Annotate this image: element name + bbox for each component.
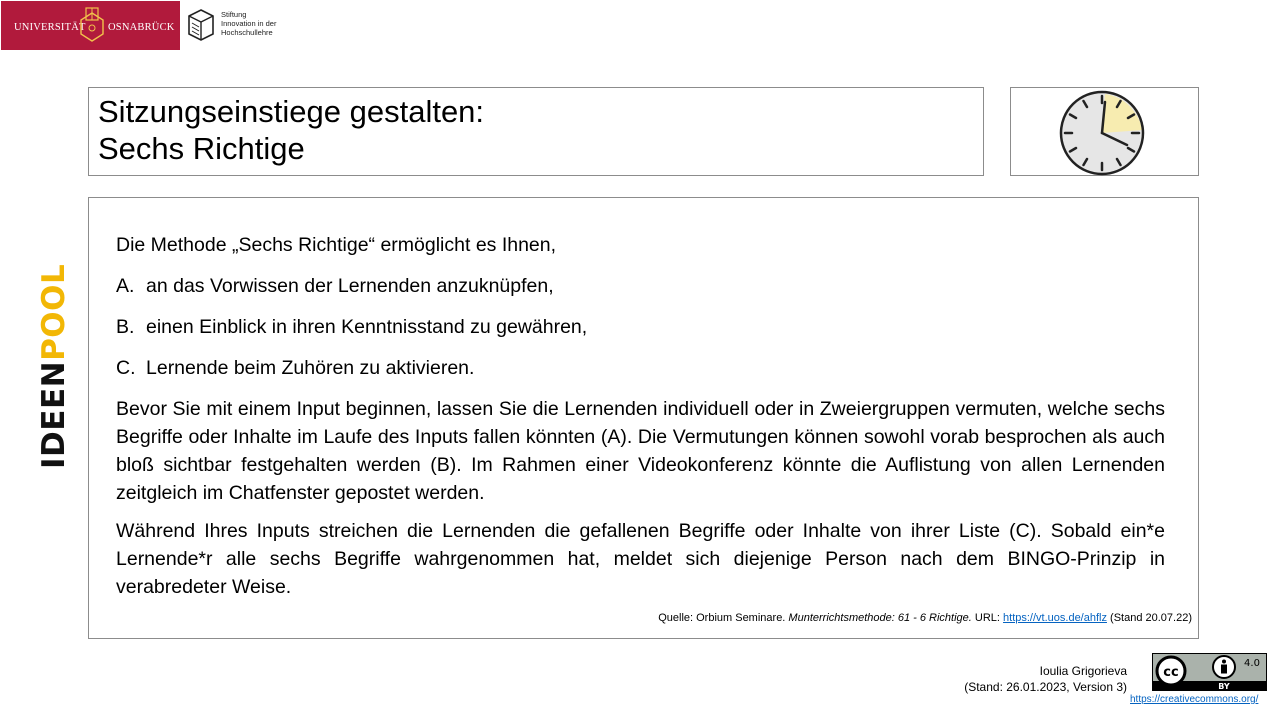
clock-image-box	[1010, 87, 1199, 176]
cc-license-link[interactable]: https://creativecommons.org/	[1130, 694, 1259, 705]
source-url-label: URL:	[971, 612, 1004, 624]
stiftung-cube-icon	[186, 8, 216, 42]
cc-version-text: 4.0	[1244, 658, 1260, 669]
stiftung-line-1: Stiftung	[221, 10, 247, 19]
stiftung-line-3: Hochschullehre	[221, 28, 273, 37]
cc-by-icon	[1152, 653, 1267, 691]
ideenpool-logo	[36, 263, 72, 469]
slide-title-box	[88, 87, 984, 176]
source-link[interactable]: https://vt.uos.de/ahflz	[1003, 612, 1107, 624]
slide-title-line-1: Sitzungseinstiege gestalten:	[98, 94, 485, 129]
source-suffix: (Stand 20.07.22)	[1106, 612, 1192, 624]
svg-text:IDEENPOOL: IDEENPOOL	[36, 263, 72, 469]
list-item-letter: A.	[116, 275, 135, 297]
university-logo-left-text: UNIVERSITÄT	[14, 22, 86, 33]
cc-by-text: BY	[1218, 682, 1230, 691]
university-logo-right-text: OSNABRÜCK	[108, 22, 175, 33]
cc-license-badge[interactable]	[1152, 653, 1267, 691]
list-item	[116, 314, 587, 340]
clock-icon	[1055, 90, 1151, 176]
intro-text: Die Methode „Sechs Richtige“ ermöglicht es Ihnen,	[116, 234, 557, 256]
footer-author-block	[964, 663, 1127, 695]
content-box	[88, 197, 1199, 639]
source-citation	[658, 612, 1192, 624]
university-crest-icon	[78, 7, 106, 45]
university-logo[interactable]	[1, 1, 180, 50]
source-prefix: Quelle: Orbium Seminare.	[658, 612, 789, 624]
svg-text:cc: cc	[1163, 665, 1179, 680]
version-info: (Stand: 26.01.2023, Version 3)	[964, 680, 1127, 694]
list-item-text: an das Vorwissen der Lernenden anzuknüpfen,	[146, 275, 554, 297]
stiftung-logo[interactable]	[186, 8, 306, 44]
list-item	[116, 273, 554, 299]
source-title: Munterrichtsmethode: 61 - 6 Richtige.	[788, 612, 972, 624]
list-item	[116, 355, 474, 381]
list-item-text: einen Einblick in ihren Kenntnisstand zu gewähren,	[146, 316, 588, 338]
paragraph-1: Bevor Sie mit einem Input beginnen, lassen Sie die Lernenden individuell oder in Zweiergruppen vermuten, welche sechs Begriffe oder Inhalte im Laufe des Inputs fallen könnten (A). Die Vermutungen können sowohl vorab besprochen als auch bloß sichtbar festgehalten werden (B). Im Rahmen einer Videokonferenz könnte die Auflistung von allen Lernenden zeitgleich im Chatfenster gepostet werden.	[116, 398, 1165, 504]
slide-title	[98, 93, 484, 167]
list-item-letter: B.	[116, 316, 135, 338]
list-item-text: Lernende beim Zuhören zu aktivieren.	[146, 357, 475, 379]
paragraph-2: Während Ihres Inputs streichen die Lernenden die gefallenen Begriffe oder Inhalte von ihrer Liste (C). Sobald ein*e Lernende*r alle sechs Begriffe wahrgenommen hat, meldet sich diejenige Person nach dem BINGO-Prinzip in verabredeter Weise.	[116, 520, 1165, 598]
stiftung-line-2: Innovation in der	[221, 19, 277, 28]
list-item-letter: C.	[116, 357, 136, 379]
author-name: Ioulia Grigorieva	[1039, 664, 1127, 678]
slide-title-line-2: Sechs Richtige	[98, 131, 305, 166]
ideenpool-logo-graphic	[36, 263, 72, 469]
stiftung-logo-text	[221, 10, 276, 37]
